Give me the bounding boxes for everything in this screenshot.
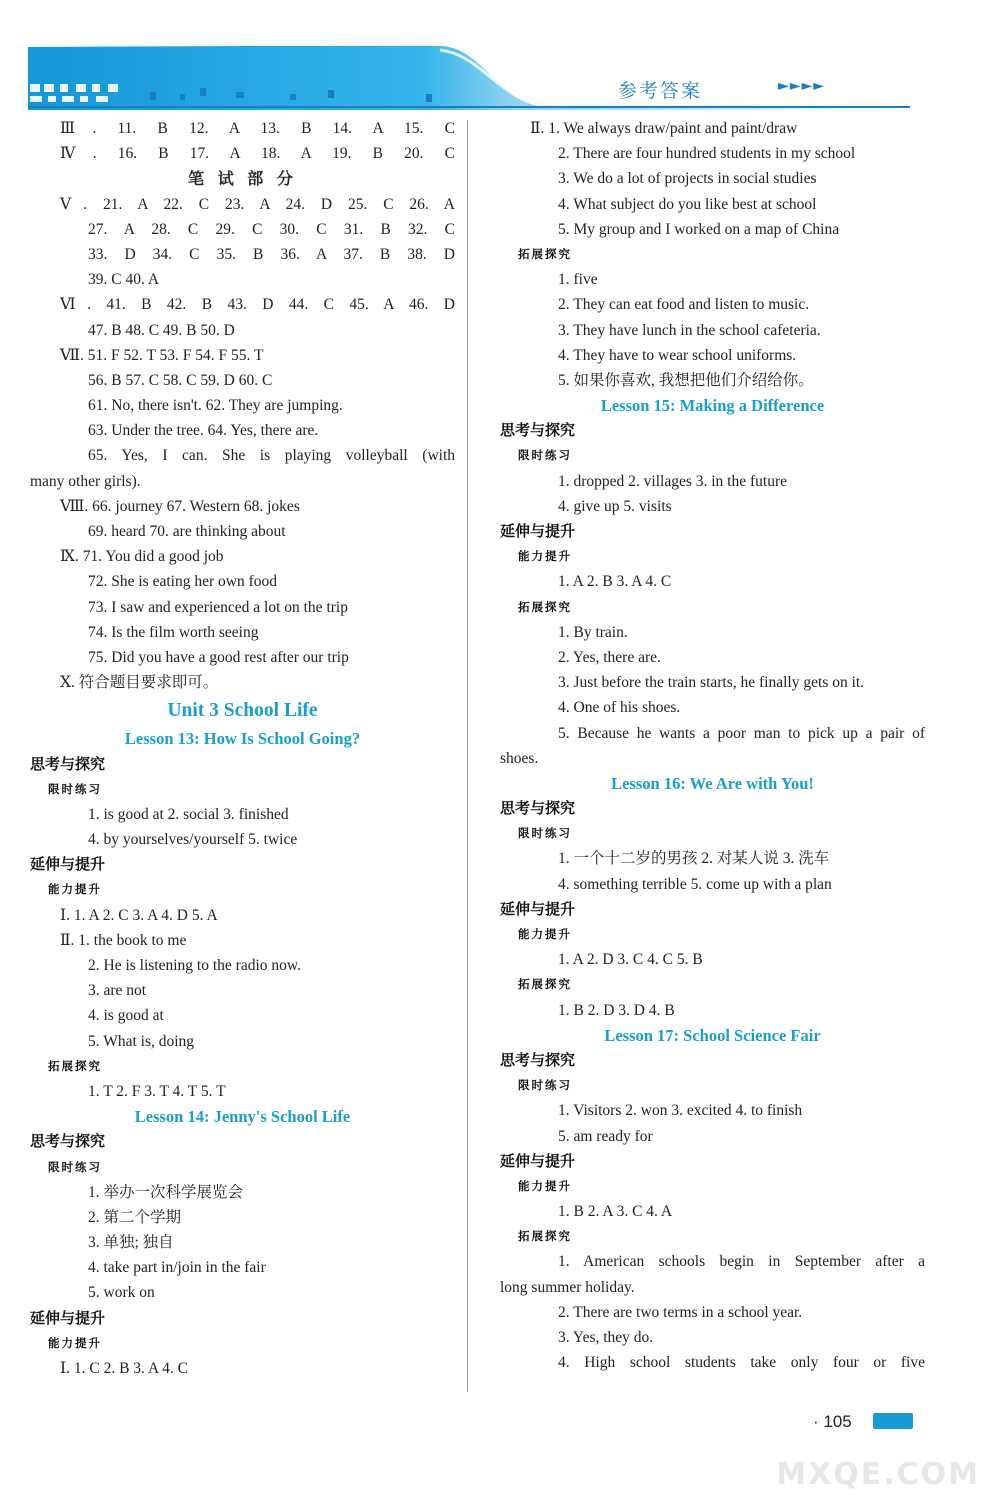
subsection-heading: 能力提升	[518, 927, 572, 941]
unit-heading: Unit 3 School Life	[167, 700, 318, 722]
subsection-heading: 能力提升	[518, 549, 572, 564]
answer-line: 1. A 2. B 3. A 4. C	[558, 573, 672, 591]
answer-line: 3. They have lunch in the school cafeteria.	[558, 321, 821, 339]
answer-line: 47. B 48. C 49. B 50. D	[88, 321, 235, 339]
answer-line: 2. 第二个学期	[88, 1208, 182, 1226]
page-tab-decoration	[873, 1413, 913, 1429]
answer-line: 33. D 34. C 35. B 36. A 37. B 38. D	[88, 245, 455, 263]
section-heading: 延伸与提升	[500, 522, 576, 540]
answer-line: 1. By train.	[558, 623, 628, 641]
answer-line: 4. give up 5. visits	[558, 497, 672, 515]
part-heading: 笔 试 部 分	[188, 169, 297, 189]
header-banner	[0, 40, 1000, 115]
subsection-heading: 能力提升	[518, 1178, 572, 1193]
subsection-heading: 拓展探究	[518, 246, 572, 261]
answer-line: 5. work on	[88, 1284, 155, 1302]
answer-line: 2. Yes, there are.	[558, 648, 661, 666]
answer-line: 4. One of his shoes.	[558, 699, 681, 717]
right-column	[500, 116, 925, 1375]
answer-line: Ⅱ. 1. the book to me	[60, 931, 187, 949]
subsection-heading: 拓展探究	[518, 977, 572, 992]
subsection-heading: 能力提升	[48, 882, 102, 897]
answer-line: 3. are not	[88, 982, 147, 1000]
answer-line: 5. What is, doing	[88, 1032, 195, 1050]
answer-line: 1. T 2. F 3. T 4. T 5. T	[88, 1082, 226, 1100]
answer-line: 1. 一个十二岁的男孩 2. 对某人说 3. 洗车	[558, 850, 830, 868]
answer-line: 4. They have to wear school uniforms.	[558, 346, 797, 364]
lesson-heading: Lesson 16: We Are with You!	[611, 773, 814, 793]
answer-line: 2. There are four hundred students in my school	[558, 145, 856, 163]
answer-line: 2. There are two terms in a school year.	[558, 1303, 803, 1321]
answer-line: Ⅰ. 1. A 2. C 3. A 4. D 5. A	[60, 906, 218, 924]
left-column	[30, 116, 455, 1381]
answer-line: 5. My group and I worked on a map of China	[558, 220, 840, 238]
subsection-heading: 限时练习	[518, 1078, 572, 1093]
answer-line: 73. I saw and experienced a lot on the trip	[88, 598, 348, 616]
answer-line: 5. am ready for	[558, 1127, 653, 1145]
answer-line: 4. take part in/join in the fair	[88, 1259, 266, 1277]
answer-line: 3. Just before the train starts, he finally gets on it.	[558, 674, 865, 692]
section-heading: 延伸与提升	[500, 899, 576, 918]
header-title: 参考答案	[618, 80, 703, 102]
answer-line: 61. No, there isn't. 62. They are jumping.	[88, 397, 343, 415]
answer-line: Ⅹ. 符合题目要求即可。	[60, 674, 219, 692]
answer-line: 2. They can eat food and listen to music.	[558, 296, 810, 314]
answer-line: 1. Visitors 2. won 3. excited 4. to finish	[558, 1102, 803, 1120]
section-heading: 延伸与提升	[30, 855, 106, 874]
answer-line: 1. 举办一次科学展览会	[88, 1183, 244, 1201]
answer-line: 39. C 40. A	[88, 271, 160, 289]
answer-line: 5. 如果你喜欢, 我想把他们介绍给你。	[558, 371, 814, 389]
answer-line: Ⅴ. 21. A 22. C 23. A 24. D 25. C 26. A	[60, 195, 455, 213]
section-heading: 思考与探究	[30, 1132, 106, 1151]
answer-line: 4. by yourselves/yourself 5. twice	[88, 831, 298, 849]
answer-line: 2. He is listening to the radio now.	[88, 957, 301, 974]
answer-line: Ⅳ. 16. B 17. A 18. A 19. B 20. C	[60, 145, 455, 163]
answer-line: 1. B 2. A 3. C 4. A	[558, 1203, 673, 1221]
section-heading: 思考与探究	[30, 754, 106, 773]
answer-line: many other girls).	[30, 472, 141, 490]
subsection-heading: 能力提升	[48, 1335, 102, 1350]
answer-line: 1. five	[558, 271, 598, 289]
subsection-heading: 限时练习	[48, 1159, 102, 1174]
answer-line: 63. Under the tree. 64. Yes, there are.	[88, 422, 319, 440]
answer-line: Ⅲ. 11. B 12. A 13. B 14. A 15. C	[60, 120, 455, 137]
lesson-heading: Lesson 17: School Science Fair	[604, 1025, 821, 1045]
answer-line: Ⅸ. 71. You did a good job	[60, 548, 224, 566]
section-heading: 思考与探究	[500, 799, 576, 818]
answer-line: Ⅱ. 1. We always draw/paint and paint/draw	[530, 120, 798, 137]
answer-line: 1. A 2. D 3. C 4. C 5. B	[558, 951, 703, 969]
lesson-heading: Lesson 13: How Is School Going?	[124, 729, 361, 749]
answer-line: 75. Did you have a good rest after our trip	[88, 648, 349, 666]
column-divider	[467, 120, 468, 1392]
answer-line: 69. heard 70. are thinking about	[88, 523, 286, 540]
section-heading: 延伸与提升	[30, 1308, 106, 1327]
answer-line: 65. Yes, I can. She is playing volleyball (with	[88, 447, 455, 465]
answer-line: 1. dropped 2. villages 3. in the future	[558, 472, 788, 490]
answer-line: 3. We do a lot of projects in social studies	[558, 170, 817, 188]
subsection-heading: 限时练习	[518, 826, 572, 841]
answer-line: 4. High school students take only four or five	[558, 1354, 925, 1372]
answer-line: 1. B 2. D 3. D 4. B	[558, 1001, 675, 1019]
answer-line: 4. What subject do you like best at school	[558, 195, 817, 213]
page-number: · 105	[813, 1412, 852, 1431]
subsection-heading: 拓展探究	[518, 1229, 572, 1244]
answer-line: Ⅷ. 66. journey 67. Western 68. jokes	[60, 497, 300, 515]
section-heading: 延伸与提升	[500, 1151, 576, 1170]
subsection-heading: 限时练习	[518, 448, 572, 463]
answer-line: 4. is good at	[88, 1007, 164, 1025]
lesson-heading: Lesson 15: Making a Difference	[600, 396, 825, 416]
answer-line: 3. 单独; 独自	[88, 1234, 174, 1252]
subsection-heading: 限时练习	[48, 781, 102, 796]
header-arrows-icon: ►►►►	[778, 78, 826, 94]
section-heading: 思考与探究	[500, 421, 576, 440]
lesson-heading: Lesson 14: Jenny's School Life	[134, 1107, 351, 1127]
answer-line: 5. Because he wants a poor man to pick up a pair of	[558, 724, 925, 742]
answer-line: Ⅰ. 1. C 2. B 3. A 4. C	[60, 1360, 188, 1377]
answer-line: 1. is good at 2. social 3. finished	[88, 805, 289, 823]
answer-line: 1. American schools begin in September after a	[558, 1253, 925, 1271]
answer-line: 27. A 28. C 29. C 30. C 31. B 32. C	[88, 220, 455, 238]
subsection-heading: 拓展探究	[518, 599, 572, 614]
answer-line: 56. B 57. C 58. C 59. D 60. C	[88, 371, 273, 389]
answer-line: Ⅵ. 41. B 42. B 43. D 44. C 45. A 46. D	[60, 296, 455, 314]
subsection-heading: 拓展探究	[48, 1058, 102, 1073]
answer-line: 74. Is the film worth seeing	[88, 623, 259, 641]
watermark: MXQE.COM	[776, 1457, 980, 1492]
answer-line: Ⅶ. 51. F 52. T 53. F 54. F 55. T	[60, 346, 264, 364]
answer-line: 3. Yes, they do.	[558, 1329, 654, 1346]
section-heading: 思考与探究	[500, 1050, 576, 1069]
answer-line: 72. She is eating her own food	[88, 573, 277, 591]
answer-line: shoes.	[500, 749, 539, 767]
answer-line: long summer holiday.	[500, 1278, 635, 1296]
answer-line: 4. something terrible 5. come up with a plan	[558, 875, 832, 893]
